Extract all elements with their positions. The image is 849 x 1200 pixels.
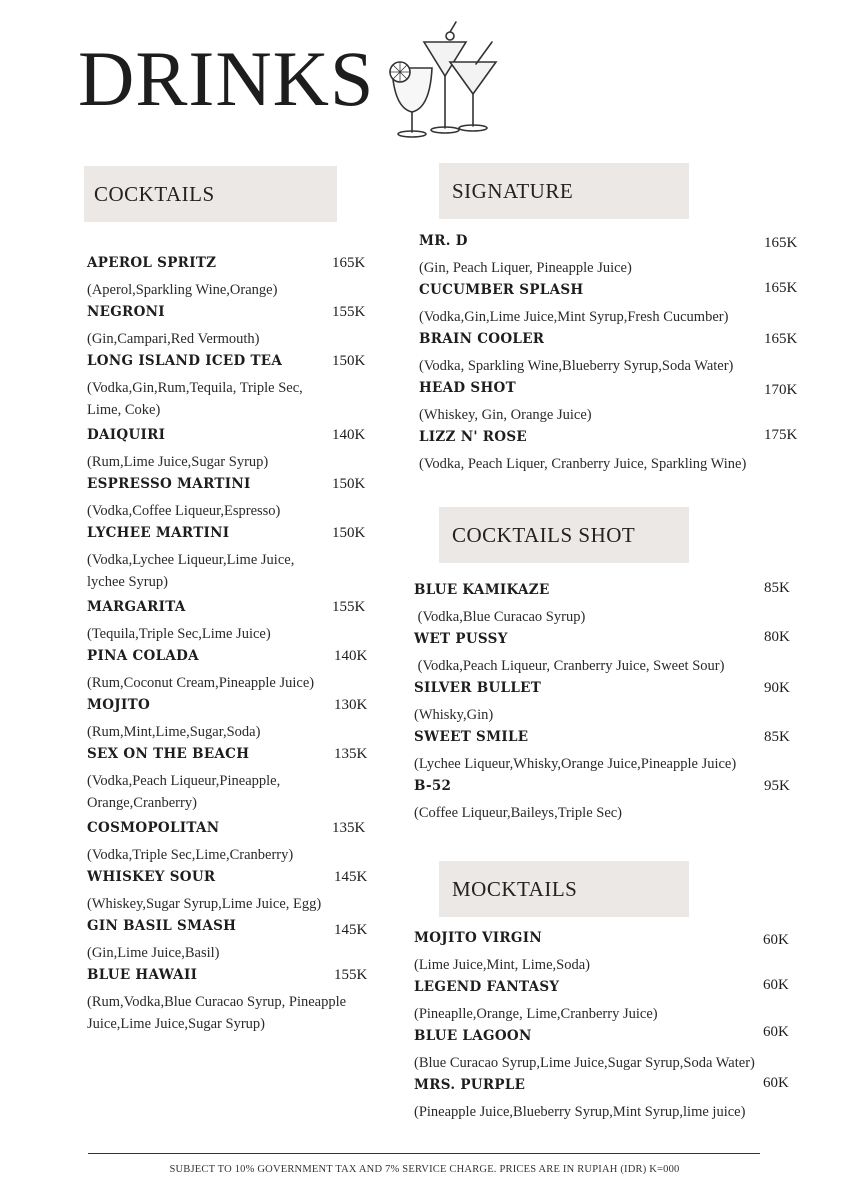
item-price: 130K	[334, 697, 368, 713]
item-price: 175K	[764, 427, 798, 443]
item-description: (Vodka,Triple Sec,Lime,Cranberry)	[87, 847, 294, 863]
item-name: MR. D	[419, 233, 468, 249]
item-name: SEX ON THE BEACH	[87, 746, 250, 762]
item-description: (Blue Curacao Syrup,Lime Juice,Sugar Syrup,Soda Water)	[414, 1055, 755, 1071]
item-price: 60K	[763, 932, 789, 948]
item-price: 150K	[332, 476, 366, 492]
item-name: BRAIN COOLER	[419, 331, 545, 347]
section-heading-cocktails-shot	[439, 507, 689, 563]
item-name: BLUE KAMIKAZE	[414, 582, 550, 598]
footer-divider	[88, 1153, 760, 1154]
item-price: 150K	[332, 353, 366, 369]
item-price: 165K	[332, 255, 366, 271]
item-name: LIZZ N' ROSE	[419, 429, 528, 445]
item-name: WET PUSSY	[414, 631, 508, 647]
item-description: (Lime Juice,Mint, Lime,Soda)	[414, 957, 590, 973]
item-description: (Lychee Liqueur,Whisky,Orange Juice,Pineapple Juice)	[414, 756, 737, 772]
item-name: APEROL SPRITZ	[87, 255, 217, 271]
item-description: (Rum,Mint,Lime,Sugar,Soda)	[87, 724, 261, 740]
item-price: 165K	[764, 235, 798, 251]
item-price: 85K	[764, 729, 790, 745]
section-heading-mocktails	[439, 861, 689, 917]
section-heading-label: MOCKTAILS	[452, 876, 578, 901]
item-name: WHISKEY SOUR	[87, 869, 216, 885]
item-name: MARGARITA	[87, 599, 186, 615]
item-price: 155K	[332, 304, 366, 320]
item-description: (Vodka,Peach Liqueur, Cranberry Juice, Sweet Sour)	[414, 658, 725, 674]
item-price: 155K	[334, 967, 368, 983]
item-description: (Whisky,Gin)	[414, 707, 494, 723]
item-name: BLUE LAGOON	[414, 1028, 532, 1044]
item-name: MRS. PURPLE	[414, 1077, 526, 1093]
item-price: 145K	[334, 869, 368, 885]
item-name: COSMOPOLITAN	[87, 820, 220, 836]
item-description: (Whiskey, Gin, Orange Juice)	[419, 407, 592, 423]
item-name: SILVER BULLET	[414, 680, 542, 696]
item-name: MOJITO VIRGIN	[414, 930, 543, 946]
item-price: 165K	[764, 331, 798, 347]
item-name: MOJITO	[87, 697, 151, 713]
item-price: 140K	[334, 648, 368, 664]
item-name: LONG ISLAND ICED TEA	[87, 353, 283, 369]
item-price: 135K	[334, 746, 368, 762]
item-name: NEGRONI	[87, 304, 165, 320]
item-name: GIN BASIL SMASH	[87, 918, 237, 934]
item-price: 80K	[764, 629, 790, 645]
item-description: (Vodka,Coffee Liqueur,Espresso)	[87, 503, 281, 519]
item-price: 95K	[764, 778, 790, 794]
item-price: 155K	[332, 599, 366, 615]
item-description: (Vodka,Blue Curacao Syrup)	[414, 609, 586, 625]
item-name: LYCHEE MARTINI	[87, 525, 230, 541]
item-description: (Vodka,Lychee Liqueur,Lime Juice, lychee Syrup)	[87, 552, 295, 590]
section-heading-label: COCKTAILS	[94, 181, 215, 206]
section-heading-signature	[439, 163, 689, 219]
section-heading-cocktails	[84, 166, 337, 222]
item-description: (Tequila,Triple Sec,Lime Juice)	[87, 626, 271, 642]
item-name: DAIQUIRI	[87, 427, 166, 443]
item-name: BLUE HAWAII	[87, 967, 198, 983]
item-price: 60K	[763, 1024, 789, 1040]
item-name: SWEET SMILE	[414, 729, 529, 745]
item-description: (Pineapple Juice,Blueberry Syrup,Mint Syrup,lime juice)	[414, 1104, 746, 1120]
item-description: (Gin, Peach Liquer, Pineapple Juice)	[419, 260, 632, 276]
item-name: HEAD SHOT	[419, 380, 516, 396]
item-description: (Vodka,Gin,Lime Juice,Mint Syrup,Fresh Cucumber)	[419, 309, 729, 325]
item-price: 140K	[332, 427, 366, 443]
item-description: (Vodka, Peach Liquer, Cranberry Juice, Sparkling Wine)	[419, 456, 747, 472]
item-price: 170K	[764, 382, 798, 398]
item-description: (Gin,Campari,Red Vermouth)	[87, 331, 260, 347]
item-name: CUCUMBER SPLASH	[419, 282, 584, 298]
item-price: 145K	[334, 922, 368, 938]
item-description: (Vodka,Gin,Rum,Tequila, Triple Sec, Lime, Coke)	[87, 380, 303, 418]
page-title: DRINKS	[78, 35, 375, 122]
item-name: B-52	[414, 778, 452, 794]
section-heading-label: COCKTAILS SHOT	[452, 522, 636, 547]
item-price: 165K	[764, 280, 798, 296]
footer-note: SUBJECT TO 10% GOVERNMENT TAX AND 7% SERVICE CHARGE. PRICES ARE IN RUPIAH (IDR) K=000	[169, 1164, 680, 1175]
section-heading-label: SIGNATURE	[452, 178, 574, 203]
item-name: PINA COLADA	[87, 648, 199, 664]
item-description: (Coffee Liqueur,Baileys,Triple Sec)	[414, 805, 623, 821]
item-description: (Rum,Coconut Cream,Pineapple Juice)	[87, 675, 315, 691]
item-price: 60K	[763, 1075, 789, 1091]
item-price: 90K	[764, 680, 790, 696]
item-price: 150K	[332, 525, 366, 541]
cocktail-glasses-icon	[384, 20, 504, 140]
item-name: LEGEND FANTASY	[414, 979, 560, 995]
item-price: 135K	[332, 820, 366, 836]
item-description: (Rum,Vodka,Blue Curacao Syrup, Pineapple Juice,Lime Juice,Sugar Syrup)	[87, 994, 347, 1032]
item-description: (Rum,Lime Juice,Sugar Syrup)	[87, 454, 269, 470]
item-description: (Vodka,Peach Liqueur,Pineapple, Orange,Cranberry)	[87, 773, 281, 811]
item-description: (Pineaplle,Orange, Lime,Cranberry Juice)	[414, 1006, 658, 1022]
item-name: ESPRESSO MARTINI	[87, 476, 251, 492]
item-description: (Whiskey,Sugar Syrup,Lime Juice, Egg)	[87, 896, 322, 912]
item-description: (Gin,Lime Juice,Basil)	[87, 945, 220, 961]
item-description: (Vodka, Sparkling Wine,Blueberry Syrup,Soda Water)	[419, 358, 734, 374]
item-price: 60K	[763, 977, 789, 993]
item-description: (Aperol,Sparkling Wine,Orange)	[87, 282, 278, 298]
item-price: 85K	[764, 580, 790, 596]
